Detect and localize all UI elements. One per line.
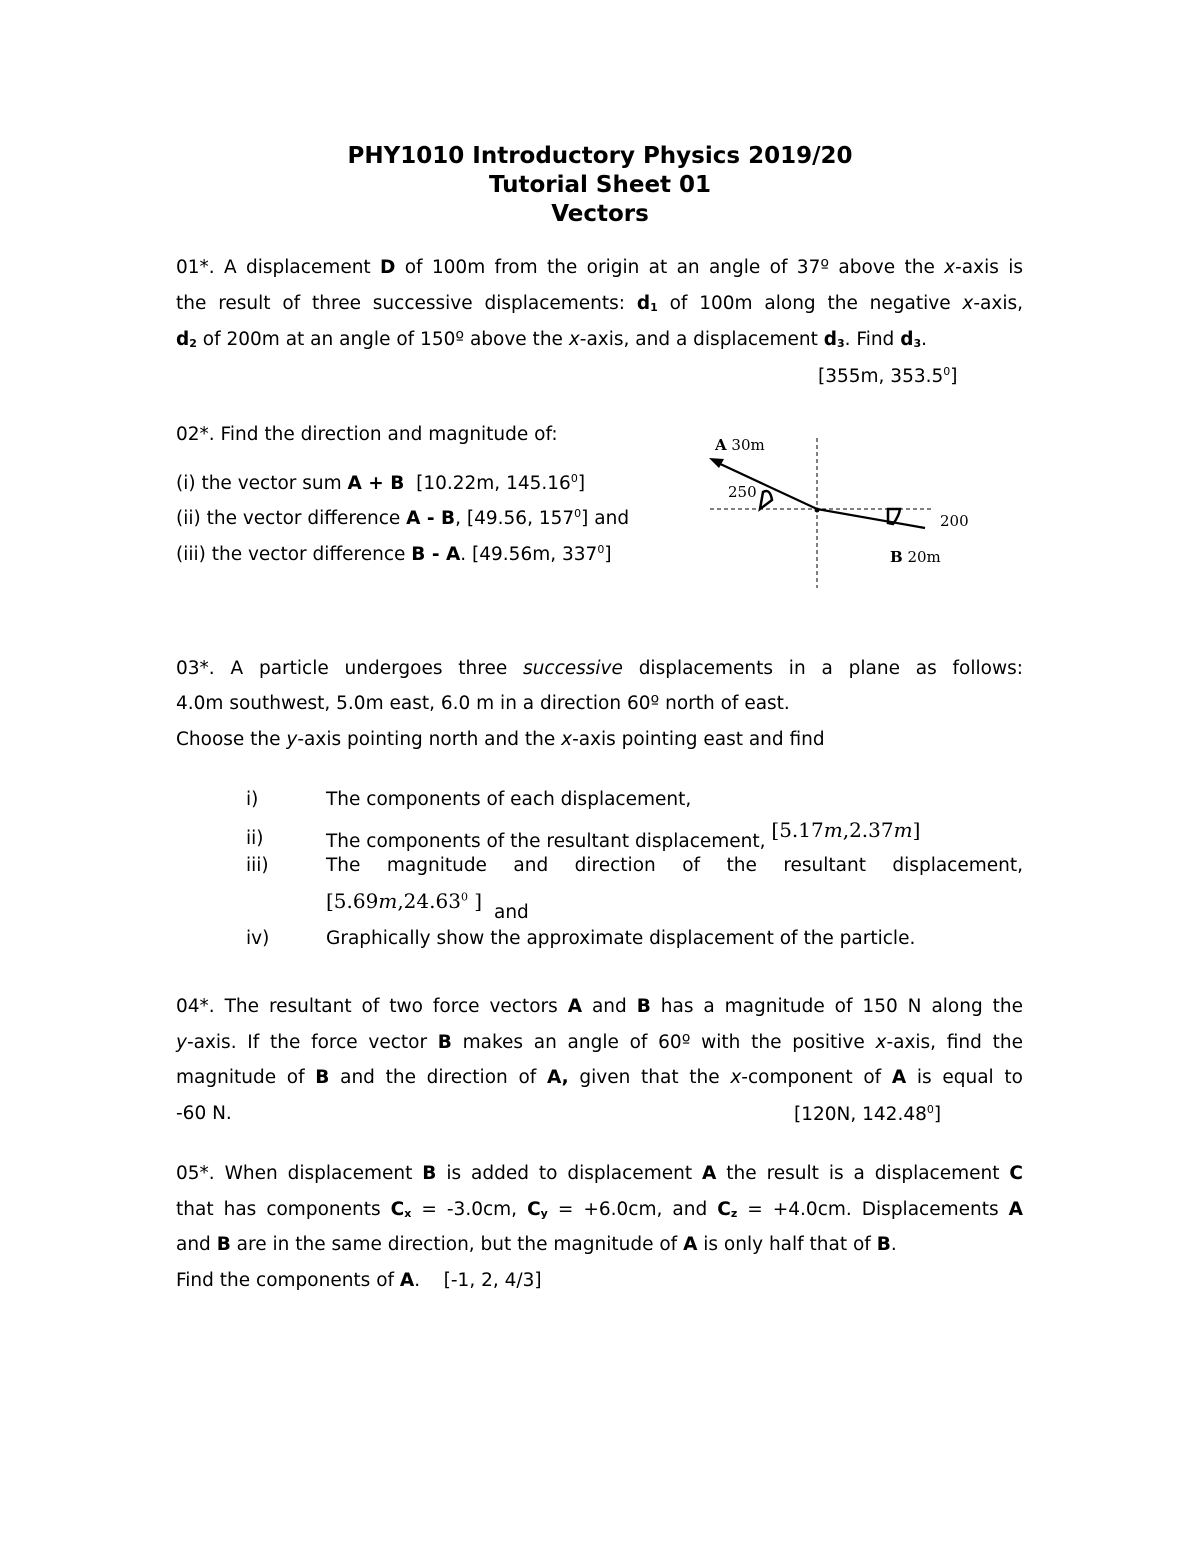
q2-intro: 02*. Find the direction and magnitude of:	[176, 424, 558, 445]
q4-line-1: 04*. The resultant of two force vectors A and B has a magnitude of 150 N along the	[176, 996, 1023, 1017]
q3-item-num: iv)	[246, 928, 270, 949]
q4-line-4: -60 N.	[176, 1103, 232, 1124]
q1-line-3: $d_2$ of 200m at an angle of 150º above the x-axis, and a displacement $d_3$. Find $d_3$.	[176, 329, 927, 350]
q1-line-1: 01*. A displacement D of 100m from the origin at an angle of 37º above the x-axis is	[176, 257, 1023, 278]
angle-a-label: 250	[728, 483, 757, 501]
q5-answer: . [-1, 2, 4/3]	[414, 1270, 542, 1291]
q5-line-4: Find the components of A. [-1, 2, 4/3]	[176, 1270, 542, 1291]
origin-point	[815, 508, 820, 513]
q4-number: 04*.	[176, 996, 215, 1017]
q3-line-3: Choose the y-axis pointing north and the x-axis pointing east and find	[176, 729, 825, 750]
q1-number: 01*.	[176, 257, 215, 278]
q3-item-text: The components of the resultant displacement, [5.17m,2.37m]	[326, 818, 921, 852]
q3-item-text: The components of each displacement,	[326, 789, 692, 810]
q3-line-1: 03*. A particle undergoes three successive displacements in a plane as follows:	[176, 658, 1023, 679]
q3-ii-answer: [5.17m,2.37m]	[771, 818, 921, 842]
q5-line-2: that has components $C_x = -3.0cm$, $C_y = +6.0cm$, and $C_z = +4.0cm$. Displacements A	[176, 1199, 1023, 1220]
q3-item-num: ii)	[246, 828, 264, 849]
page-subtitle: Tutorial Sheet 01	[488, 172, 712, 198]
q1-answer: [355m, 353.5$^0$]	[818, 365, 958, 388]
q5-line-1: 05*. When displacement B is added to displacement A the result is a displacement C	[176, 1163, 1023, 1184]
page-title: PHY1010 Introductory Physics 2019/20	[347, 143, 853, 169]
q5-line-3: and B are in the same direction, but the magnitude of A is only half that of B.	[176, 1234, 897, 1255]
q3-item-num: iii)	[246, 855, 269, 876]
q2-part-ii: (ii) the vector difference A - B, [49.56, $157^0$] and	[176, 507, 630, 530]
q3-iii-answer: [5.69m,24.63$^0$ ]	[326, 889, 483, 913]
q4-line-2: y-axis. If the force vector B makes an angle of 60º with the positive x-axis, find the	[176, 1032, 1023, 1053]
q4-answer: [120N, 142.48$^0$]	[794, 1103, 942, 1126]
q5-number: 05*.	[176, 1163, 215, 1184]
q4-line-3: magnitude of B and the direction of A, given that the x-component of A is equal to	[176, 1067, 1023, 1088]
label-b: B 20m	[890, 548, 941, 566]
q3-number: 03*.	[176, 658, 215, 679]
q1-line-2: the result of three successive displacements: $d_1$ of 100m along the negative x-axis,	[176, 293, 1023, 314]
q3-line-2: 4.0m southwest, 5.0m east, 6.0 m in a direction 60º north of east.	[176, 693, 790, 714]
q3-item-text: Graphically show the approximate displacement of the particle.	[326, 928, 916, 949]
q2-number: 02*.	[176, 424, 215, 445]
page-topic: Vectors	[551, 201, 649, 227]
vector-b-line	[817, 509, 925, 528]
label-a: A 30m	[715, 436, 765, 454]
angle-b-label: 200	[940, 512, 969, 530]
q2-part-i: (i) the vector sum A + B [10.22m, 145.16$^0$]	[176, 472, 586, 495]
vector-a-arrowhead	[709, 458, 724, 468]
q3-iii-answer-line: [5.69m,24.63$^0$ ] and	[326, 889, 529, 923]
q3-item-text: The magnitude and direction of the resultant displacement,	[326, 855, 1023, 876]
q2-part-iii: (iii) the vector difference B - A. [49.56m, $337^0$]	[176, 543, 612, 566]
q3-item-num: i)	[246, 789, 259, 810]
angle-a-arc	[760, 491, 772, 509]
vector-diagram	[700, 430, 980, 595]
